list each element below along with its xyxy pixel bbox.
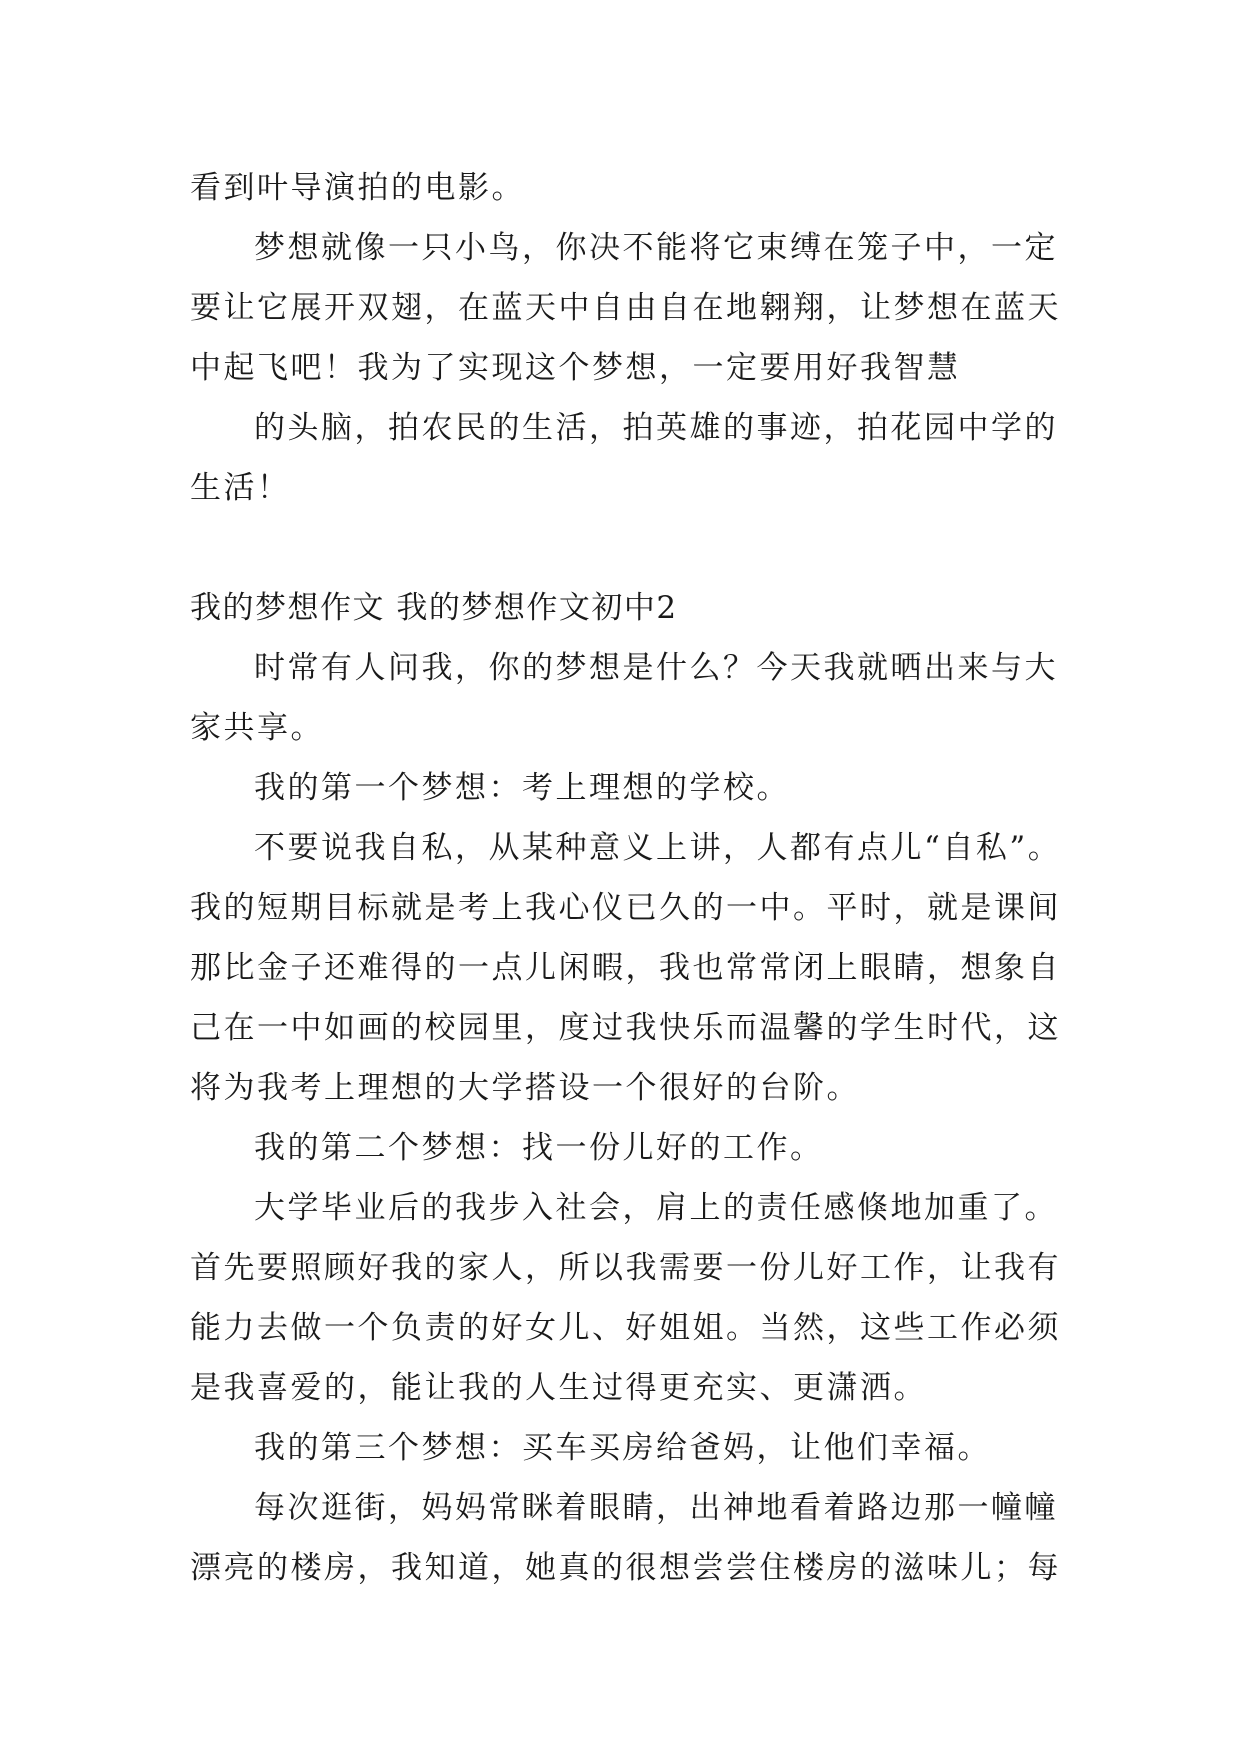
text-line: 不要说我自私，从某种意义上讲，人都有点儿“自私”。 [254,830,1062,866]
text-line: 每次逛街，妈妈常眯着眼睛，出神地看着路边那一幢幢 [254,1490,1058,1526]
text-line: 将为我考上理想的大学搭设一个很好的台阶。 [190,1070,860,1106]
text-line: 时常有人问我，你的梦想是什么？今天我就晒出来与大 [254,650,1058,686]
text-line: 漂亮的楼房，我知道，她真的很想尝尝住楼房的滋味儿；每 [190,1550,1061,1586]
text-line: 大学毕业后的我步入社会，肩上的责任感倏地加重了。 [254,1190,1058,1226]
text-line: 要让它展开双翅，在蓝天中自由自在地翱翔，让梦想在蓝天 [190,290,1061,326]
text-line: 那比金子还难得的一点儿闲暇，我也常常闭上眼睛，想象自 [190,950,1061,986]
text-line: 我的第三个梦想：买车买房给爸妈，让他们幸福。 [254,1430,991,1466]
text-line: 己在一中如画的校园里，度过我快乐而温馨的学生时代，这 [190,1010,1061,1046]
section-gap [190,518,1070,578]
document-body [190,158,1070,1598]
text-line: 首先要照顾好我的家人，所以我需要一份儿好工作，让我有 [190,1250,1061,1286]
section-heading: 我的梦想作文 我的梦想作文初中2 [190,590,678,626]
text-line: 看到叶导演拍的电影。 [190,170,525,206]
text-line: 中起飞吧！我为了实现这个梦想，一定要用好我智慧 [190,350,961,386]
text-line: 我的第二个梦想：找一份儿好的工作。 [254,1130,824,1166]
text-line: 是我喜爱的，能让我的人生过得更充实、更潇洒。 [190,1370,927,1406]
text-line: 能力去做一个负责的好女儿、好姐姐。当然，这些工作必须 [190,1310,1061,1346]
text-line: 我的短期目标就是考上我心仪已久的一中。平时，就是课间 [190,890,1061,926]
text-line: 生活！ [190,470,291,506]
text-line: 我的第一个梦想：考上理想的学校。 [254,770,790,806]
text-line: 的头脑，拍农民的生活，拍英雄的事迹，拍花园中学的 [254,410,1058,446]
text-line: 梦想就像一只小鸟，你决不能将它束缚在笼子中，一定 [254,230,1058,266]
text-line: 家共享。 [190,710,324,746]
